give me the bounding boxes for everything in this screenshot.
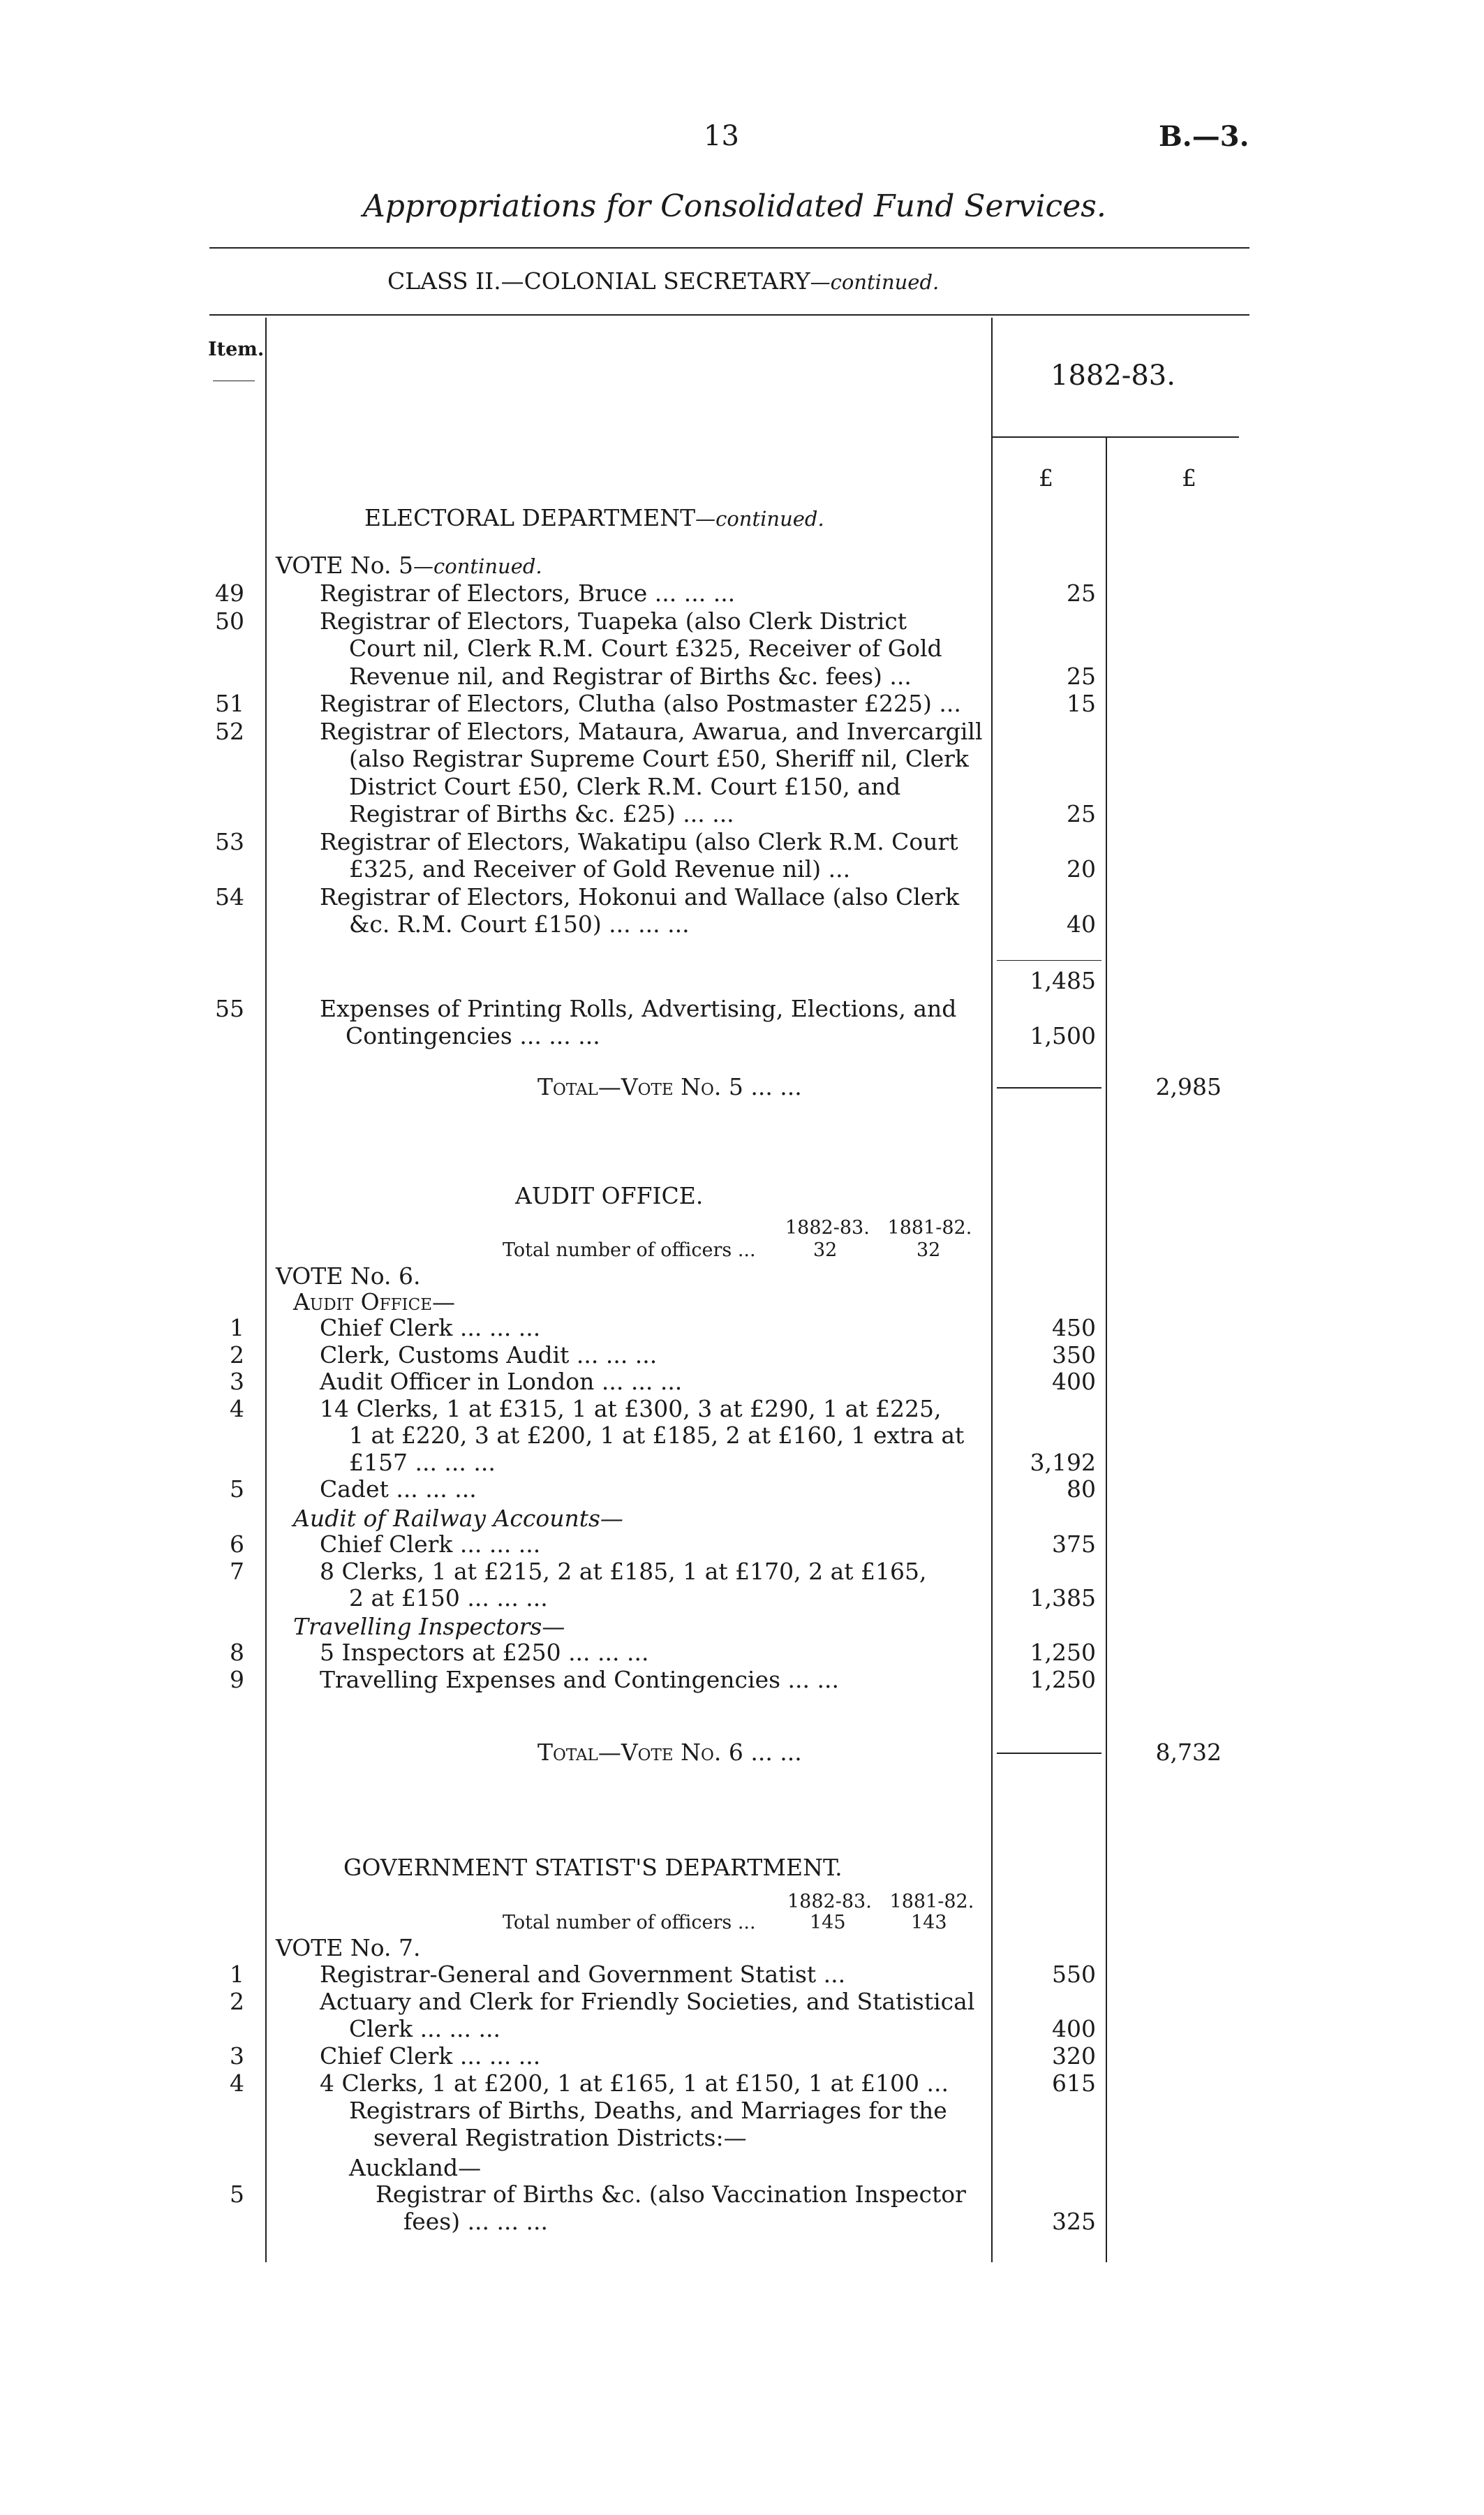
vote-6-label: VOTE No. 6. [276,1262,421,1290]
line-amount: 15 [1067,690,1096,717]
audit-sub-railway: Audit of Railway Accounts— [293,1505,623,1532]
statist-officers-1881: 143 [911,1912,947,1933]
class-line: CLASS II.—COLONIAL SECRETARY [387,267,810,295]
line-amount: 1,250 [1030,1639,1096,1666]
statist-heading: GOVERNMENT STATIST'S DEPARTMENT. [343,1854,843,1881]
line-amount: 1,250 [1030,1665,1096,1693]
page-number: 13 [704,120,739,152]
item-number: 51 [215,690,244,717]
item-number: 52 [215,717,244,745]
line-text: Clerk ... ... ... [349,2015,500,2042]
year-label: 1882-83. [1051,360,1175,392]
vote-5-total-amount: 2,985 [1155,1073,1222,1100]
item-55-number: 55 [215,995,244,1022]
item-number: 8 [230,1639,244,1666]
line-amount: 350 [1052,1341,1096,1369]
line-text: Registrars of Births, Deaths, and Marriages for the [349,2097,947,2124]
line-text: Revenue nil, and Registrar of Births &c. fees) ... [349,662,912,690]
line-text: Registrar of Electors, Bruce ... ... ... [320,580,736,607]
line-text: Registrar of Electors, Tuapeka (also Clerk District [320,607,907,635]
line-text: Registrar of Electors, Hokonui and Wallace (also Clerk [320,883,960,910]
item-label: Item. [208,339,265,360]
line-text: Clerk, Customs Audit ... ... ... [320,1341,658,1369]
item-number: 54 [215,883,244,910]
item-number: 1 [230,1961,244,1988]
line-amount: 25 [1067,662,1096,690]
line-text: Cadet ... ... ... [320,1475,477,1503]
document-ref: B.—3. [1159,120,1249,153]
audit-sub-office: Audit Office— [293,1288,456,1315]
statist-officers-label: Total number of officers ... [503,1912,756,1933]
line-text: Chief Clerk ... ... ... [320,1531,541,1558]
line-amount: 400 [1052,2015,1096,2042]
item-55-text-1: Expenses of Printing Rolls, Advertising, Elections, and [320,995,957,1022]
line-amount: 3,192 [1030,1448,1096,1476]
line-text: several Registration Districts:— [373,2124,747,2151]
item-number: 9 [230,1665,244,1693]
line-text: Registrar of Electors, Mataura, Awarua, and Invercargill [320,717,983,745]
line-amount: 25 [1067,580,1096,607]
statist-years: 1882-83. 1881-82. [787,1891,974,1912]
line-text: (also Registrar Supreme Court £50, Sheriff nil, Clerk [349,745,969,772]
item-55-text-2: Contingencies ... ... ... [346,1022,600,1049]
item-5-text-1: Registrar of Births &c. (also Vaccination Inspector [376,2181,966,2208]
item-number: 4 [230,2070,244,2097]
audit-heading: AUDIT OFFICE. [515,1182,704,1209]
vote-7-label: VOTE No. 7. [276,1934,421,1961]
item-55-amount: 1,500 [1030,1022,1096,1049]
line-amount: 375 [1052,1531,1096,1558]
line-amount: 25 [1067,800,1096,827]
audit-officers-1881: 32 [917,1239,941,1261]
line-text: Registrar-General and Government Statist ... [320,1961,846,1988]
line-text: Registrar of Electors, Clutha (also Postmaster £225) ... [320,690,961,717]
line-text: £325, and Receiver of Gold Revenue nil) ... [349,855,851,883]
line-amount: 615 [1052,2070,1096,2097]
line-amount: 80 [1067,1475,1096,1503]
vote-5-cont: —continued. [413,554,542,578]
line-amount: 550 [1052,1961,1096,1988]
item-number: 5 [230,1475,244,1503]
audit-sub-inspectors: Travelling Inspectors— [293,1613,565,1640]
item-number: 4 [230,1394,244,1422]
vote-6-total-label: Total—Vote No. 6 ... ... [537,1739,802,1766]
table-top-rule [209,314,1249,316]
amount-column-rule-left [991,318,993,2262]
line-text: Actuary and Clerk for Friendly Societies, and Statistical [320,1988,975,2015]
audit-years: 1882-83. 1881-82. [785,1217,972,1239]
line-text: 1 at £220, 3 at £200, 1 at £185, 2 at £160, 1 extra at [349,1422,965,1449]
line-text: £157 ... ... ... [349,1448,496,1476]
item-5-amount: 325 [1052,2208,1096,2235]
item-5-number: 5 [230,2181,244,2208]
line-text: Chief Clerk ... ... ... [320,1314,541,1341]
electoral-heading-cont: —continued. [695,507,824,531]
item-number: 3 [230,2042,244,2070]
vote-5-text: VOTE No. 5 [276,552,414,579]
item-number: 6 [230,1531,244,1558]
item-5-text-2: fees) ... ... ... [403,2208,548,2235]
electoral-subtotal: 1,485 [1030,967,1096,994]
line-text: 2 at £150 ... ... ... [349,1584,548,1611]
line-text: Audit Officer in London ... ... ... [320,1368,683,1395]
electoral-heading-text: ELECTORAL DEPARTMENT [364,504,696,531]
line-text: Registrar of Electors, Wakatipu (also Clerk R.M. Court [320,827,958,855]
item-number: 2 [230,1341,244,1369]
vote-5-total-rule [997,1087,1101,1089]
class-cont: —continued. [810,270,940,294]
line-amount: 1,385 [1030,1584,1096,1611]
line-text: 5 Inspectors at £250 ... ... ... [320,1639,649,1666]
statist-region: Auckland— [349,2154,482,2181]
line-amount: 320 [1052,2042,1096,2070]
item-number: 53 [215,827,244,855]
audit-officers-1882: 32 [813,1239,838,1261]
currency-col2: £ [1182,464,1196,492]
line-text: Travelling Expenses and Contingencies ... ... [320,1665,839,1693]
currency-col1: £ [1039,464,1053,492]
line-amount: 20 [1067,855,1096,883]
item-number: 1 [230,1314,244,1341]
electoral-heading [364,504,824,533]
line-text: District Court £50, Clerk R.M. Court £150, and [349,772,901,800]
vote-6-total-rule [997,1753,1101,1754]
vote-6-total-amount: 8,732 [1155,1739,1222,1766]
item-number: 3 [230,1368,244,1395]
audit-officers-label: Total number of officers ... [503,1239,756,1261]
line-text: Chief Clerk ... ... ... [320,2042,541,2070]
vote-5-total-label: Total—Vote No. 5 ... ... [537,1073,802,1100]
item-number: 7 [230,1557,244,1585]
line-text: Registrar of Births &c. £25) ... ... [349,800,734,827]
electoral-subtotal-rule [997,960,1101,961]
line-text: Court nil, Clerk R.M. Court £325, Receiver of Gold [349,635,942,662]
class-heading [387,267,939,295]
vote-5-label [276,552,542,580]
line-text: 14 Clerks, 1 at £315, 1 at £300, 3 at £290, 1 at £225, [320,1394,942,1422]
line-amount: 450 [1052,1314,1096,1341]
title-rule [209,247,1249,249]
item-number: 50 [215,607,244,635]
year-rule [991,436,1239,438]
line-text: &c. R.M. Court £150) ... ... ... [349,910,690,938]
amount-column-rule-mid [1106,436,1107,2262]
item-number: 2 [230,1988,244,2015]
line-amount: 40 [1067,910,1096,938]
page-title: Appropriations for Consolidated Fund Services. [363,189,1106,224]
statist-officers-1882: 145 [810,1912,846,1933]
line-text: 4 Clerks, 1 at £200, 1 at £165, 1 at £150, 1 at £100 ... [320,2070,949,2097]
line-text: 8 Clerks, 1 at £215, 2 at £185, 1 at £170, 2 at £165, [320,1557,927,1585]
item-column-rule [265,318,267,2262]
line-amount: 400 [1052,1368,1096,1395]
item-number: 49 [215,580,244,607]
